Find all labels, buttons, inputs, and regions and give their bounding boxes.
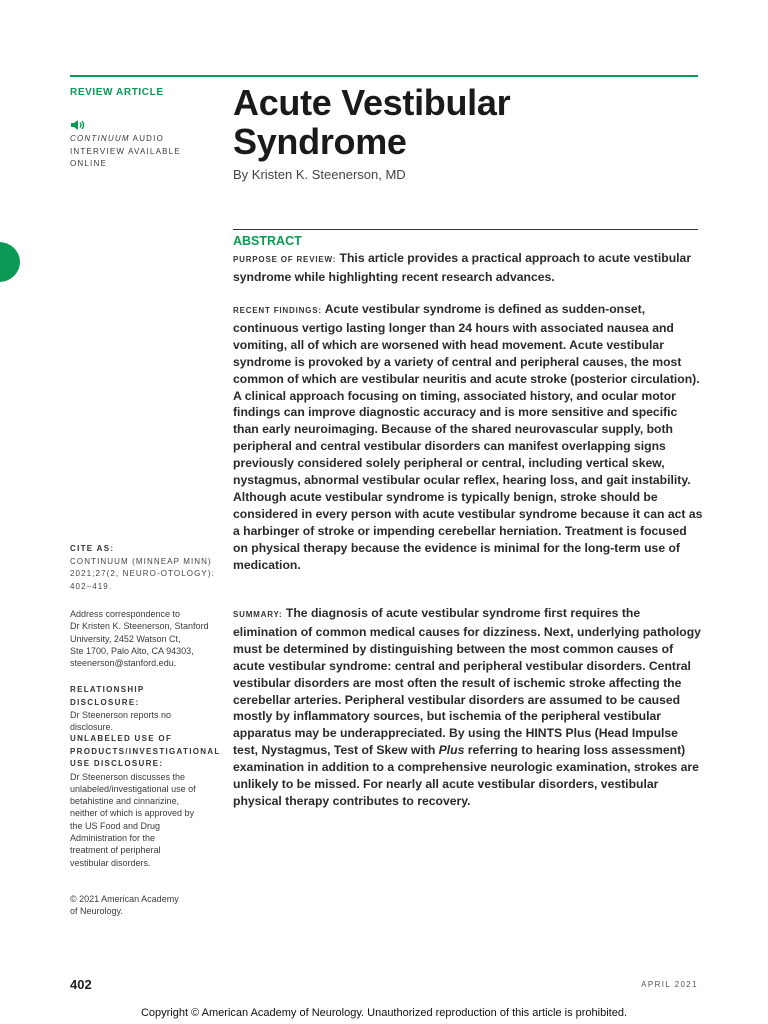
issue-date: APRIL 2021 [641, 980, 698, 989]
cite-as-heading: CITE AS: [70, 544, 115, 553]
author-byline: By Kristen K. Steenerson, MD [233, 167, 406, 182]
speaker-icon[interactable] [70, 118, 86, 132]
article-type-label: REVIEW ARTICLE [70, 87, 164, 98]
journal-name: CONTINUUM [70, 134, 130, 143]
sidebar-copyright: © 2021 American Academy of Neurology. [70, 894, 179, 917]
section-tab-marker [0, 242, 20, 282]
summary: SUMMARY: The diagnosis of acute vestibular syndrome first requires the elimination of common medical causes for dizziness. Next, underlying pathology must be determined by distinguishing between the most common causes of acute vestibular syndrome: central and peripheral vestibular disorders. Central vestibular disorders are most often the result of ischemic stroke affecting the cerebellar arteries. Peripheral vestibular disorders are assumed to be caused mostly by inflammatory sources, but ischemia of the peripheral vestibular apparatus may be underappreciated. By using the HINTS Plus (Head Impulse test, Nystagmus, Test of Skew with Plus referring to hearing loss assessment) examination in addition to a comprehensive neurologic examination, strokes are unlikely to be missed. For nearly all acute vestibular disorders, vestibular physical therapy contributes to recovery. [233, 606, 701, 808]
cite-as-block: CITE AS: CONTINUUM (MINNEAP MINN) 2021;27(2, NEURO-OTOLOGY): 402–419. [70, 544, 215, 591]
abstract-rule [233, 229, 698, 230]
copyright-notice: Copyright © American Academy of Neurology. Unauthorized reproduction of this article is prohibited. [140, 1007, 628, 1019]
correspondence-address: Address correspondence to Dr Kristen K. Steenerson, Stanford University, 2452 Watson Ct, Ste 1700, Palo Alto, CA 94303, steenerson@stanford.edu. [70, 608, 215, 669]
article-title: Acute Vestibular Syndrome [233, 82, 511, 162]
recent-findings: RECENT FINDINGS: Acute vestibular syndrome is defined as sudden-onset, continuous vertigo lasting longer than 24 hours with associated nausea and vomiting, all of which are worsened with head movement. Acute vestibular syndrome is provoked by a variety of central and peripheral causes, the most common of which are vestibular neuritis and acute stroke (posterior circulation). A clinical approach focusing on timing, associated history, and ocular motor findings can improve diagnostic accuracy and is more sensitive and specific than early neuroimaging. Because of the shared neurovascular supply, both peripheral and central vestibular disorders can manifest overlapping signs previously considered solely peripheral or central, including vertical skew, nystagmus, abnormal vestibular ocular reflex, hearing loss, and gait instability. Although acute vestibular syndrome is typically benign, stroke should be considered in every person with acute vestibular syndrome because it can act as a harbinger of stroke or impending cerebellar herniation. Treatment is focused on physical therapy because the evidence is minimal for the long-term use of medication. [233, 302, 703, 572]
email-link[interactable]: steenerson@stanford.edu. [70, 658, 177, 669]
abstract-heading: ABSTRACT [233, 234, 302, 248]
purpose-of-review: PURPOSE OF REVIEW: This article provides a practical approach to acute vestibular syndrome while highlighting recent research advances. [233, 251, 692, 284]
audio-interview-note: CONTINUUM AUDIO INTERVIEW AVAILABLE ONLINE [70, 134, 181, 168]
page-number: 402 [70, 977, 92, 992]
top-rule [70, 75, 698, 77]
unlabeled-use-disclosure: UNLABELED USE OF PRODUCTS/INVESTIGATIONAL USE DISCLOSURE: Dr Steenerson discusses the unlabeled/investigational use of betahistine and cinnarizine, neither of which is approved by the US Food and Drug Administration for the treatment of peripheral vestibular disorders. [70, 734, 221, 868]
relationship-disclosure: RELATIONSHIP DISCLOSURE: Dr Steenerson reports no disclosure. [70, 685, 172, 733]
